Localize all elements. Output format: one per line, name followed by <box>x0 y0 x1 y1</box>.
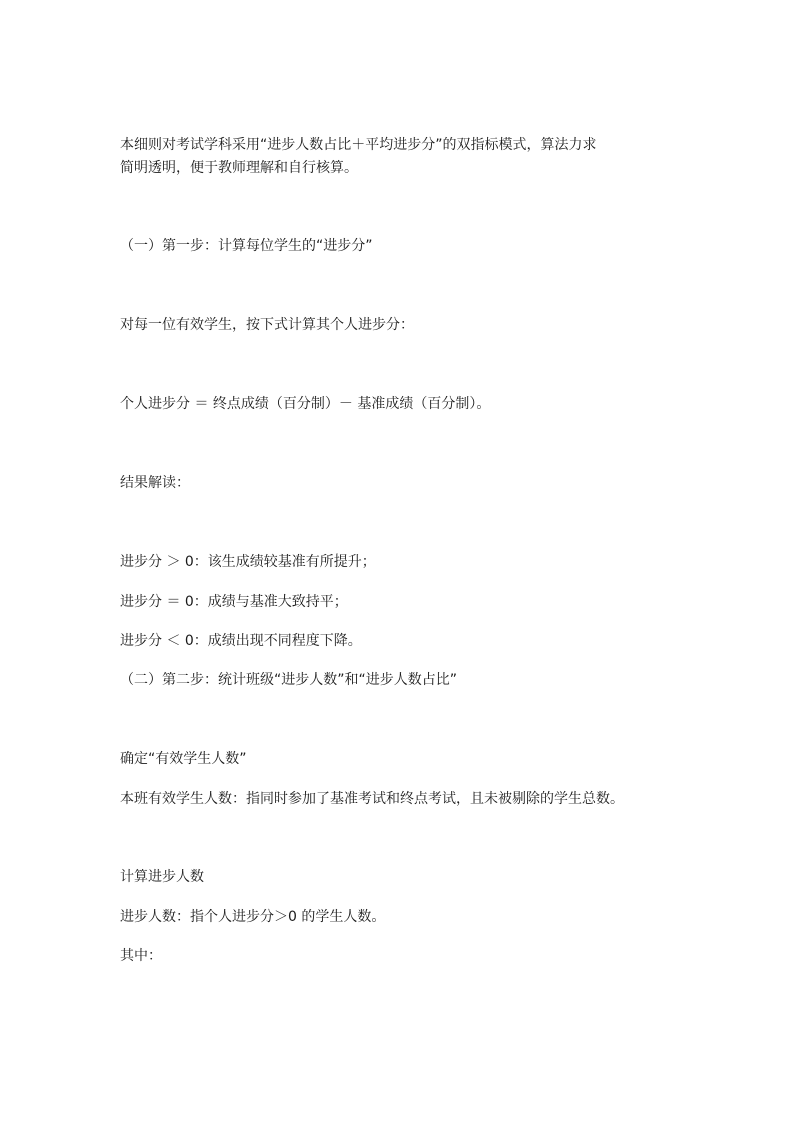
valid-text: 本班有效学生人数：指同时参加了基准考试和终点考试，且未被剔除的学生总数。 <box>120 791 624 807</box>
step1-heading: （一）第一步：计算每位学生的“进步分” <box>120 238 373 254</box>
result-item-positive: 进步分 ＞ 0：该生成绩较基准有所提升； <box>120 554 376 570</box>
result-item-negative: 进步分 ＜ 0：成绩出现不同程度下降。 <box>120 633 362 649</box>
step2-heading: （二）第二步：统计班级“进步人数”和“进步人数占比” <box>120 672 458 688</box>
result-label: 结果解读： <box>120 475 190 491</box>
count-text: 进步人数：指个人进步分＞0 的学生人数。 <box>120 909 386 925</box>
among-label: 其中： <box>120 948 162 964</box>
count-heading: 计算进步人数 <box>120 869 204 885</box>
formula: 个人进步分 ＝ 终点成绩（百分制）－ 基准成绩（百分制）。 <box>120 396 491 412</box>
step1-text: 对每一位有效学生，按下式计算其个人进步分： <box>120 317 414 333</box>
result-item-zero: 进步分 ＝ 0：成绩与基准大致持平； <box>120 594 348 610</box>
intro-line-2: 简明透明，便于教师理解和自行核算。 <box>120 160 358 176</box>
valid-heading: 确定“有效学生人数” <box>120 751 247 767</box>
intro-line-1: 本细则对考试学科采用“进步人数占比＋平均进步分”的双指标模式，算法力求 <box>120 137 597 153</box>
